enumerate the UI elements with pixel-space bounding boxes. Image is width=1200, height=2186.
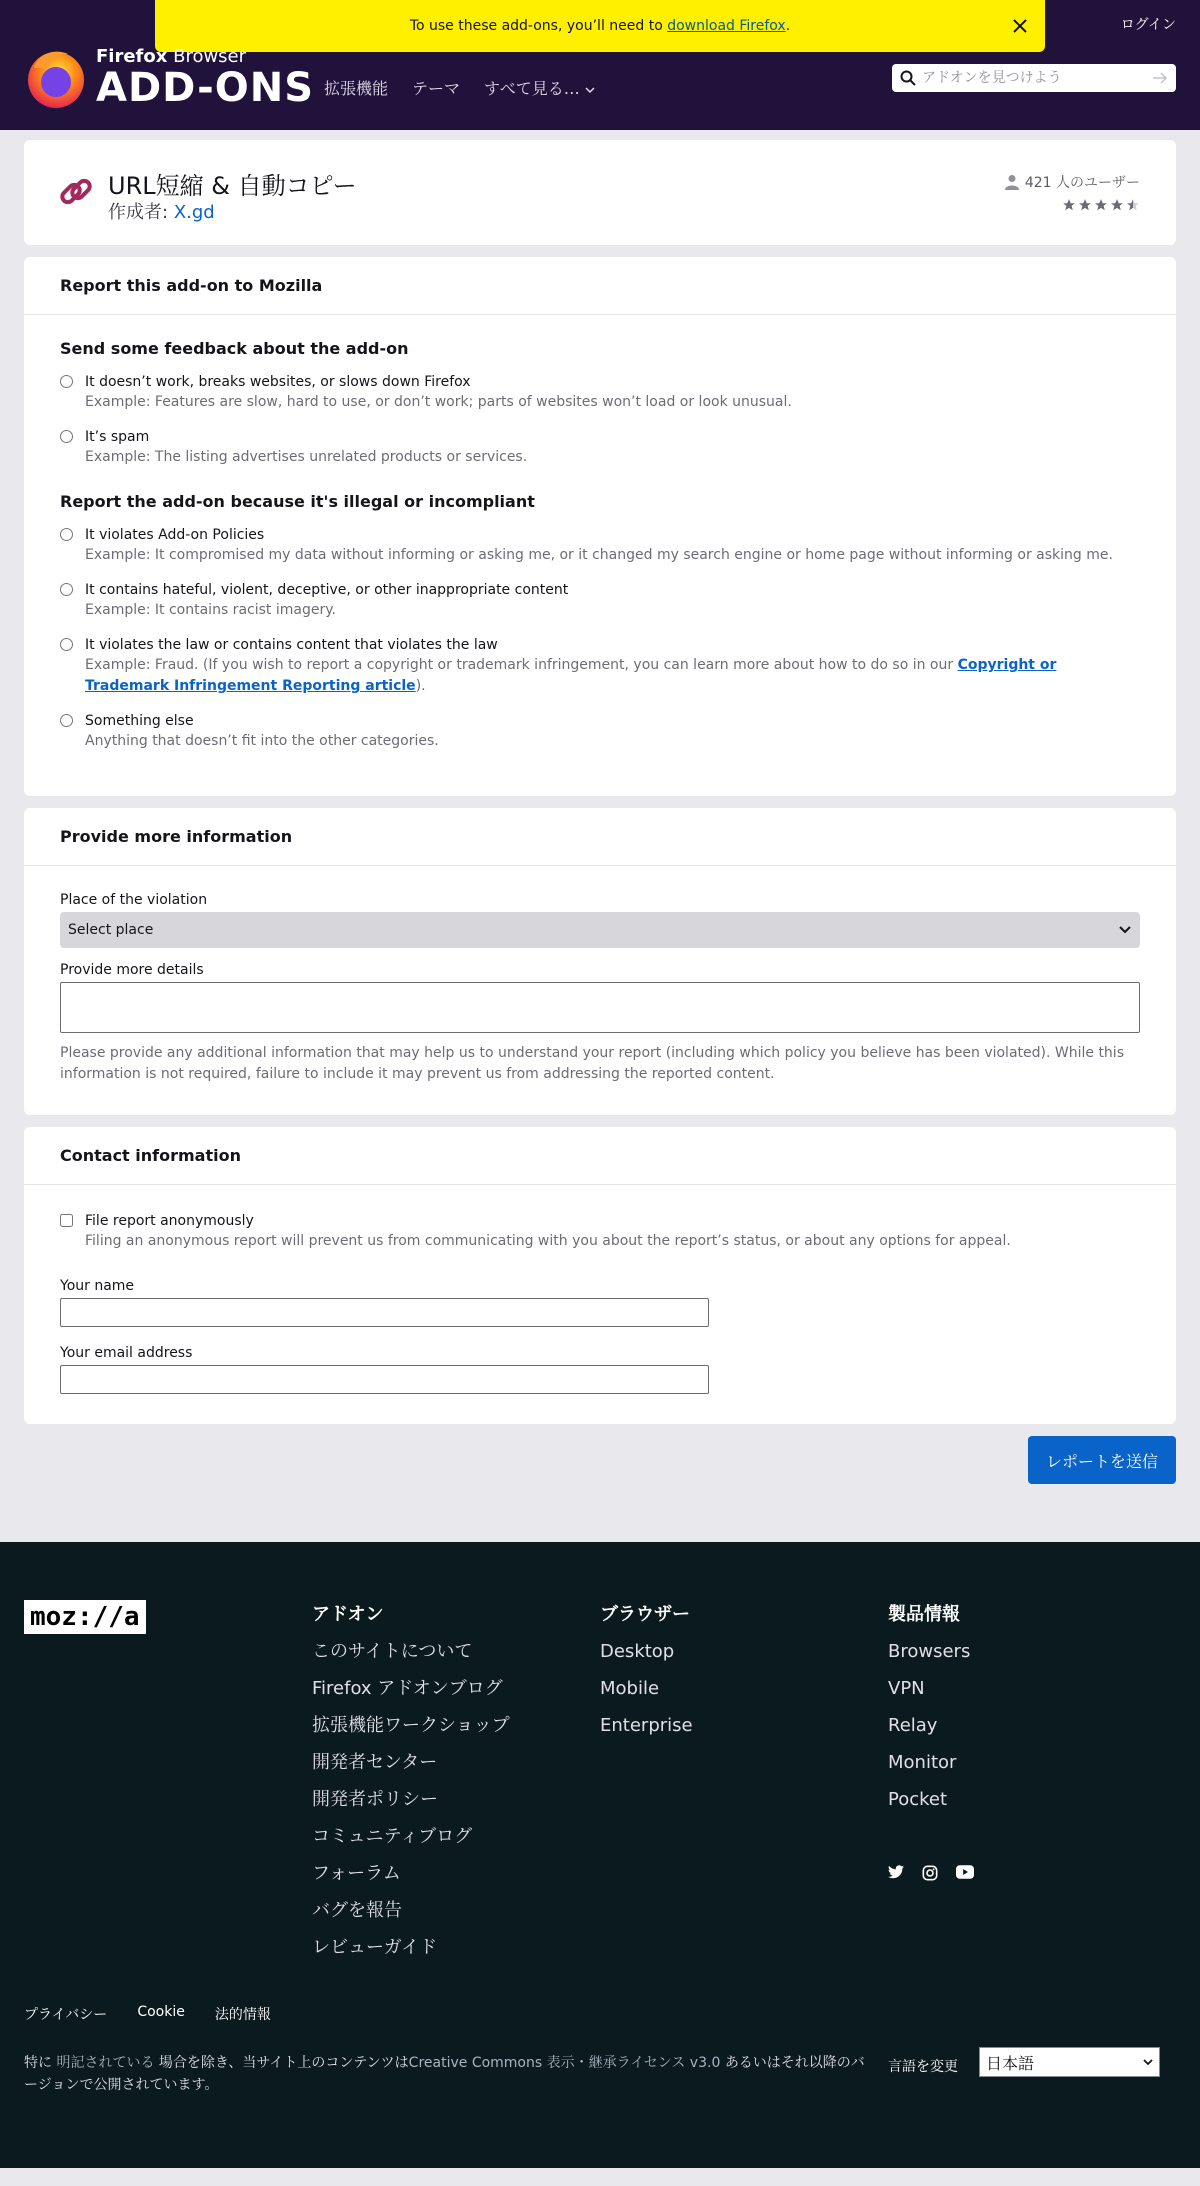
legal-links [24, 2004, 271, 2024]
download-firefox-notice: To use these add-ons, you’ll need to download Firefox . [155, 0, 1045, 52]
radio-illegal[interactable] [60, 638, 73, 651]
main-nav [324, 76, 595, 99]
option-hateful-content[interactable]: It contains hateful, violent, deceptive, or other inappropriate content Example: It contains racist imagery. [60, 580, 1140, 621]
name-input[interactable] [60, 1298, 709, 1327]
radio-doesnt-work[interactable] [60, 375, 73, 388]
license-text: 特に 明記されている 場合を除き、当サイト上のコンテンツはCreative Commons 表示・継承ライセンス v3.0 あるいはそれ以降のバージョンで公開されています。 [24, 2055, 865, 2093]
option-doesnt-work[interactable]: It doesn’t work, breaks websites, or slows down Firefox Example: Features are slow, hard to use, or don’t work; parts of websites won’t load or look unusual. [60, 372, 1140, 413]
option-policy-violation[interactable]: It violates Add-on Policies Example: It compromised my data without informing or asking me, or it changed my search engine or home page without informing or asking me. [60, 525, 1140, 566]
place-select[interactable]: Select place [60, 912, 1140, 948]
privacy-link[interactable]: プライバシー [24, 2007, 108, 2023]
site-header [0, 0, 1200, 130]
chevron-down-icon [1143, 2058, 1153, 2066]
logo-addons-text: ADD-ONS [96, 65, 314, 111]
search-icon [900, 70, 916, 86]
radio-spam[interactable] [60, 430, 73, 443]
illegal-title: Report the add-on because it's illegal or incompliant [60, 492, 535, 511]
site-footer [0, 1542, 1200, 2168]
footer-link[interactable]: レビューガイド [312, 1937, 438, 1958]
anonymous-option[interactable]: File report anonymously Filing an anonymous report will prevent us from communicating with you about the report’s status, or about any options for appeal. [60, 1211, 1140, 1252]
star-icon [1094, 198, 1108, 212]
cookie-link[interactable]: Cookie [137, 2004, 185, 2020]
creative-commons-link[interactable]: Creative Commons 表示・継承ライセンス v3.0 [408, 2055, 721, 2071]
radio-policy-violation[interactable] [60, 528, 73, 541]
user-count: 421 人のユーザー [1005, 172, 1140, 192]
footer-link[interactable]: Enterprise [600, 1715, 693, 1736]
legal-link[interactable]: 法的情報 [214, 2007, 271, 2023]
instagram-icon[interactable] [922, 1865, 938, 1881]
chevron-down-icon [1118, 925, 1132, 935]
nav-extensions[interactable]: 拡張機能 [324, 79, 389, 98]
mozilla-logo[interactable]: moz://a [24, 1600, 146, 1634]
option-spam[interactable]: It’s spam Example: The listing advertises unrelated products or services. [60, 427, 1140, 468]
footer-link[interactable]: Mobile [600, 1678, 660, 1699]
footer-link[interactable]: このサイトについて [312, 1641, 473, 1662]
half-star-icon [1126, 198, 1140, 212]
report-heading: Report this add-on to Mozilla [24, 257, 1176, 315]
noted-link[interactable]: 明記されている [56, 2055, 155, 2071]
footer-link[interactable]: Browsers [888, 1641, 971, 1662]
footer-link[interactable]: 拡張機能ワークショップ [312, 1715, 510, 1736]
footer-browsers-column: ブラウザー Desktop Mobile Enterprise [600, 1604, 693, 1736]
more-info-heading: Provide more information [24, 808, 1176, 866]
user-icon [1005, 174, 1019, 190]
close-icon[interactable] [1007, 13, 1033, 39]
footer-addons-column: アドオン このサイトについて Firefox アドオンブログ 拡張機能ワークショップ 開発者センター 開発者ポリシー コミュニティブログ フォーラム バグを報告 レビューガイド [312, 1604, 510, 1958]
addon-summary-card [24, 140, 1176, 245]
footer-link[interactable]: Pocket [888, 1789, 948, 1810]
submit-report-button[interactable]: レポートを送信 [1028, 1436, 1176, 1484]
language-select[interactable]: 日本語 [979, 2047, 1160, 2077]
footer-link[interactable]: 開発者ポリシー [312, 1789, 438, 1810]
footer-link[interactable]: Relay [888, 1715, 938, 1736]
footer-link[interactable]: 開発者センター [312, 1752, 438, 1773]
copyright-article-link[interactable]: Copyright or Trademark Infringement Reporting article [85, 657, 1057, 694]
footer-link[interactable]: VPN [888, 1678, 925, 1699]
contact-card [24, 1127, 1176, 1424]
star-icon [1078, 198, 1092, 212]
email-label: Your email address [60, 1345, 193, 1361]
search-input[interactable] [922, 70, 1152, 86]
place-label: Place of the violation [60, 892, 208, 908]
star-icon [1110, 198, 1124, 212]
footer-link[interactable]: Monitor [888, 1752, 957, 1773]
nav-themes[interactable]: テーマ [412, 79, 461, 98]
arrow-right-icon[interactable] [1152, 72, 1168, 84]
site-logo[interactable]: Firefox Browser ADD-ONS [24, 46, 314, 110]
anonymous-checkbox[interactable] [60, 1214, 73, 1227]
footer-link[interactable]: フォーラム [312, 1863, 401, 1884]
radio-hateful-content[interactable] [60, 583, 73, 596]
contact-heading: Contact information [24, 1127, 1176, 1185]
chevron-down-icon [585, 86, 595, 94]
option-illegal[interactable]: It violates the law or contains content that violates the law Example: Fraud. (If you wish to report a copyright or trademark infringement, you can learn more about how to do so in our Copyright or Trademark Infringement Reporting article). [60, 635, 1140, 697]
firefox-logo-icon [24, 46, 88, 110]
rating-stars [1062, 198, 1140, 212]
name-label: Your name [60, 1278, 135, 1294]
footer-link[interactable]: コミュニティブログ [312, 1826, 473, 1847]
notice-text: To use these add-ons, you’ll need to [409, 18, 663, 34]
radio-something-else[interactable] [60, 714, 73, 727]
youtube-icon[interactable] [956, 1865, 974, 1879]
option-something-else[interactable]: Something else Anything that doesn’t fit into the other categories. [60, 711, 1140, 752]
author-link[interactable]: X.gd [173, 202, 215, 223]
star-icon [1062, 198, 1076, 212]
language-label: 言語を変更 [888, 2059, 958, 2075]
social-links [888, 1865, 974, 1881]
addon-title: URL短縮 & 自動コピー [108, 172, 357, 200]
feedback-title: Send some feedback about the add-on [60, 339, 409, 358]
details-label: Provide more details [60, 962, 204, 978]
addon-author: 作成者: X.gd [108, 202, 215, 223]
footer-link[interactable]: Desktop [600, 1641, 675, 1662]
more-info-card [24, 808, 1176, 1115]
footer-products-column: 製品情報 Browsers VPN Relay Monitor Pocket [888, 1604, 971, 1810]
download-firefox-link[interactable]: download Firefox [667, 18, 786, 34]
link-chain-icon [58, 174, 94, 210]
footer-link[interactable]: Firefox アドオンブログ [312, 1678, 503, 1699]
search-box [892, 64, 1176, 92]
nav-see-all[interactable]: すべて見る… [484, 76, 595, 99]
login-link[interactable]: ログイン [1120, 17, 1176, 33]
footer-link[interactable]: バグを報告 [312, 1900, 402, 1921]
email-input[interactable] [60, 1365, 709, 1394]
details-textarea[interactable] [60, 982, 1140, 1033]
details-help: Please provide any additional information that may help us to understand your report (including which policy you believe has been violated). While this information is not required, failure to include it may prevent us from addressing the reported content. [60, 1045, 1124, 1082]
twitter-icon[interactable] [888, 1865, 904, 1879]
report-card [24, 257, 1176, 796]
